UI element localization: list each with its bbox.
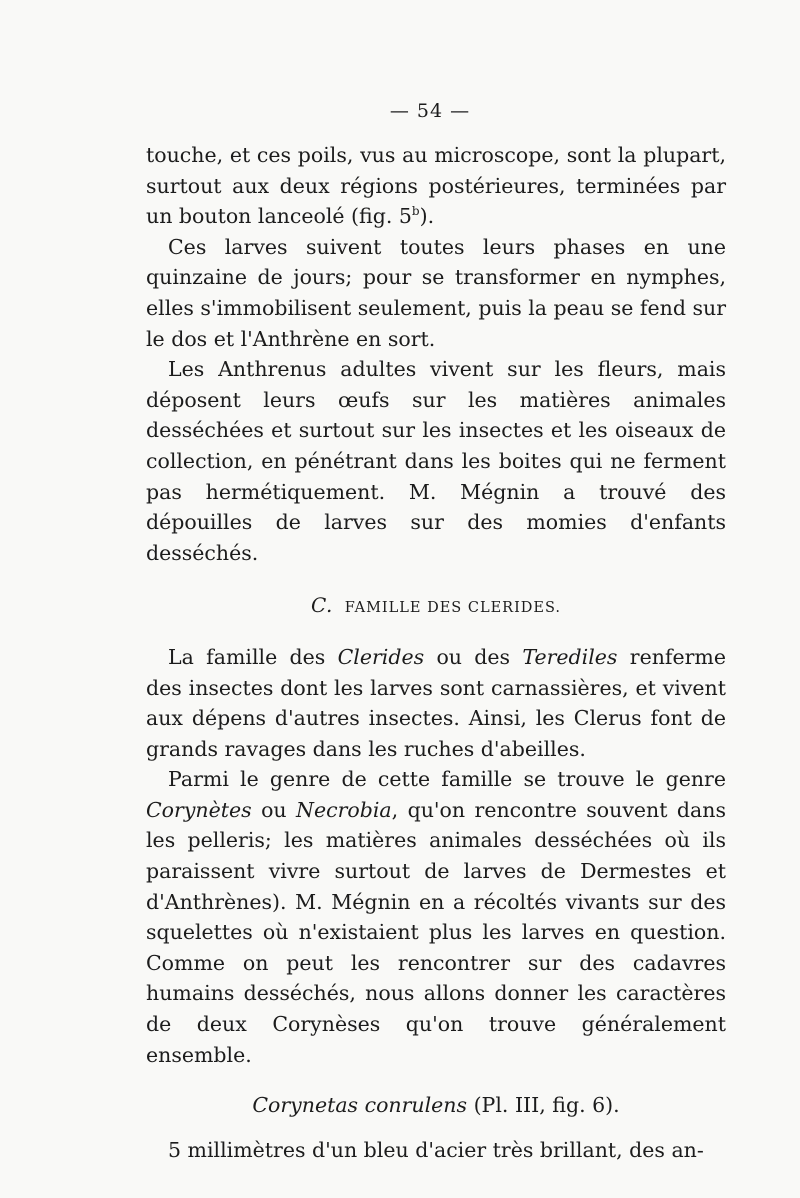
- page-number: — 54 —: [389, 100, 471, 122]
- paragraph-4-text-b: ou des: [424, 644, 523, 669]
- figure-superscript: b: [411, 204, 420, 219]
- paragraph-5-text-c: , qu'on rencontre souvent dans les pelleris; les matières animales desséchées où ils paraissent vivre surtout de larves de Dermestes et d'Anthrènes). M. Mégnin en a récoltés vivants sur des squelettes où n'existaient plus les larves en question. Comme on peut les rencontrer sur des cadavres humains desséchés, nous allons donner les caractères de deux Corynèses qu'on trouve généralement ensemble.: [146, 797, 726, 1067]
- paragraph-6: 5 millimètres d'un bleu d'acier très brillant, des an-: [168, 1137, 704, 1162]
- paragraph-1: [146, 140, 726, 232]
- taxon-corynetes: Corynètes: [146, 797, 252, 822]
- section-heading: [146, 590, 726, 624]
- paragraph-2: Ces larves suivent toutes leurs phases en une quinzaine de jours; pour se transformer en nymphes, elles s'immobilisent seulement, puis la peau se fend sur le dos et l'Anthrène en sort.: [146, 234, 726, 351]
- species-heading: [146, 1090, 726, 1121]
- taxon-terediles: Terediles: [522, 644, 618, 669]
- paragraph-4-text-c: renferme des insectes dont les larves sont carnassières, et vivent aux dépens d'autres insectes. Ainsi, les Clerus font de grands ravages dans les ruches d'abeilles.: [146, 644, 726, 761]
- section-title: FAMILLE DES CLERIDES.: [344, 600, 562, 617]
- species-name: Corynetas conrulens: [252, 1093, 468, 1118]
- body-text: [146, 140, 726, 1165]
- paragraph-4: [146, 642, 726, 764]
- section-letter: C.: [310, 593, 333, 618]
- paragraph-1-text: touche, et ces poils, vus au microscope, sont la plupart, surtout aux deux régions postérieures, terminées par un bouton lanceolé (fig. 5: [146, 143, 726, 229]
- paragraph-5-text-a: Parmi le genre de cette famille se trouve le genre: [168, 767, 726, 792]
- taxon-clerides: Clerides: [337, 644, 425, 669]
- paragraph-3: Les Anthrenus adultes vivent sur les fleurs, mais déposent leurs œufs sur les matières animales desséchées et surtout sur les insectes et les oiseaux de collection, en pénétrant dans les boites qui ne ferment pas hermétiquement. M. Mégnin a trouvé des dépouilles de larves sur des momies d'enfants desséchés.: [146, 357, 726, 565]
- plate-reference: (Pl. III, fig. 6).: [473, 1093, 620, 1118]
- paragraph-4-text-a: La famille des: [168, 644, 338, 669]
- paragraph-1-end: ).: [419, 204, 435, 229]
- taxon-necrobia: Necrobia: [296, 797, 392, 822]
- paragraph-5: [146, 764, 726, 1070]
- paragraph-5-text-b: ou: [251, 797, 297, 822]
